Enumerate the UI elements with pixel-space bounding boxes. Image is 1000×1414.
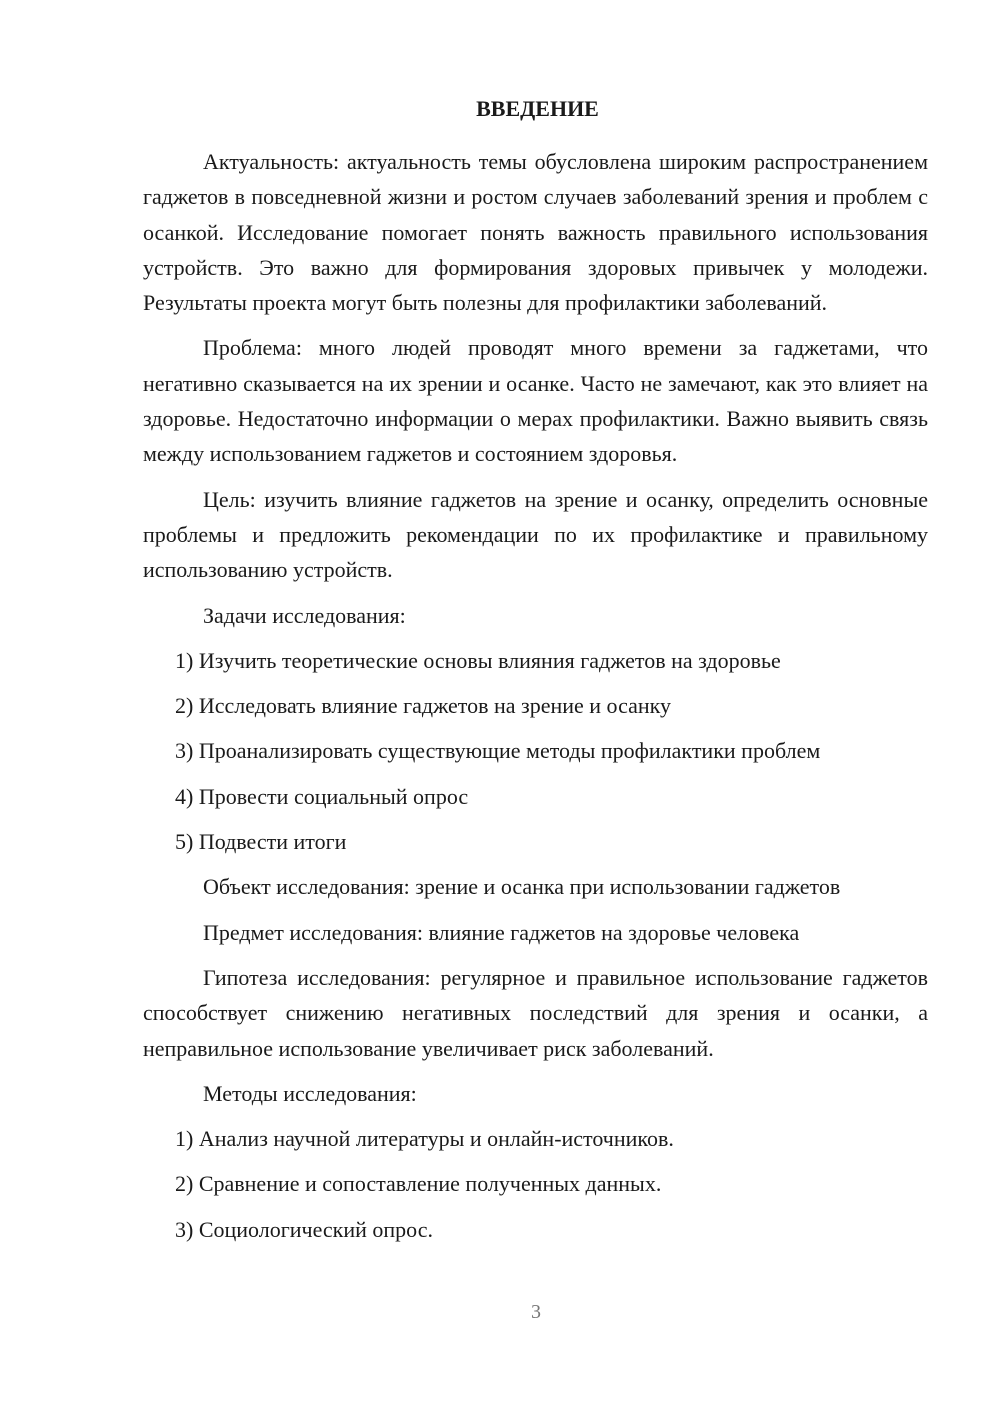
task-item: 4) Провести социальный опрос bbox=[175, 783, 469, 809]
research-subject: Предмет исследования: влияние гаджетов на здоровье человека bbox=[203, 919, 800, 945]
relevance-paragraph: Актуальность: актуальность темы обусловлена широким распространением гаджетов в повседневной жизни и ростом случаев заболеваний зрения и проблем с осанкой. Исследование помогает понять важность правильного использования устройств. Это важно для формирования здоровых привычек у молодежи. Результаты проекта могут быть полезны для профилактики заболеваний. bbox=[143, 149, 928, 316]
task-item: 3) Проанализировать существующие методы профилактики проблем bbox=[175, 738, 821, 764]
hypothesis-paragraph: Гипотеза исследования: регулярное и правильное использование гаджетов способствует снижению негативных последствий для зрения и осанки, а неправильное использование увеличивает риск заболеваний. bbox=[143, 964, 928, 1061]
page-number: 3 bbox=[531, 1301, 541, 1323]
task-item: 2) Исследовать влияние гаджетов на зрение и осанку bbox=[175, 693, 672, 719]
method-item: 3) Социологический опрос. bbox=[175, 1216, 433, 1242]
research-object: Объект исследования: зрение и осанка при использовании гаджетов bbox=[203, 874, 841, 900]
task-item: 1) Изучить теоретические основы влияния гаджетов на здоровье bbox=[175, 647, 781, 673]
tasks-heading: Задачи исследования: bbox=[203, 602, 406, 628]
problem-paragraph: Проблема: много людей проводят много времени за гаджетами, что негативно сказывается на их зрении и осанке. Часто не замечают, как это влияет на здоровье. Недостаточно информации о мерах профилактики. Важно выявить связь между использованием гаджетов и состоянием здоровья. bbox=[143, 335, 928, 467]
methods-heading: Методы исследования: bbox=[203, 1080, 417, 1106]
goal-paragraph: Цель: изучить влияние гаджетов на зрение и осанку, определить основные проблемы и предложить рекомендации по их профилактике и правильному использованию устройств. bbox=[143, 486, 928, 583]
method-item: 2) Сравнение и сопоставление полученных данных. bbox=[175, 1171, 662, 1197]
method-item: 1) Анализ научной литературы и онлайн-источников. bbox=[175, 1126, 674, 1152]
task-item: 5) Подвести итоги bbox=[175, 829, 347, 855]
page-title: ВВЕДЕНИЕ bbox=[476, 96, 599, 121]
document-body bbox=[143, 94, 928, 1257]
